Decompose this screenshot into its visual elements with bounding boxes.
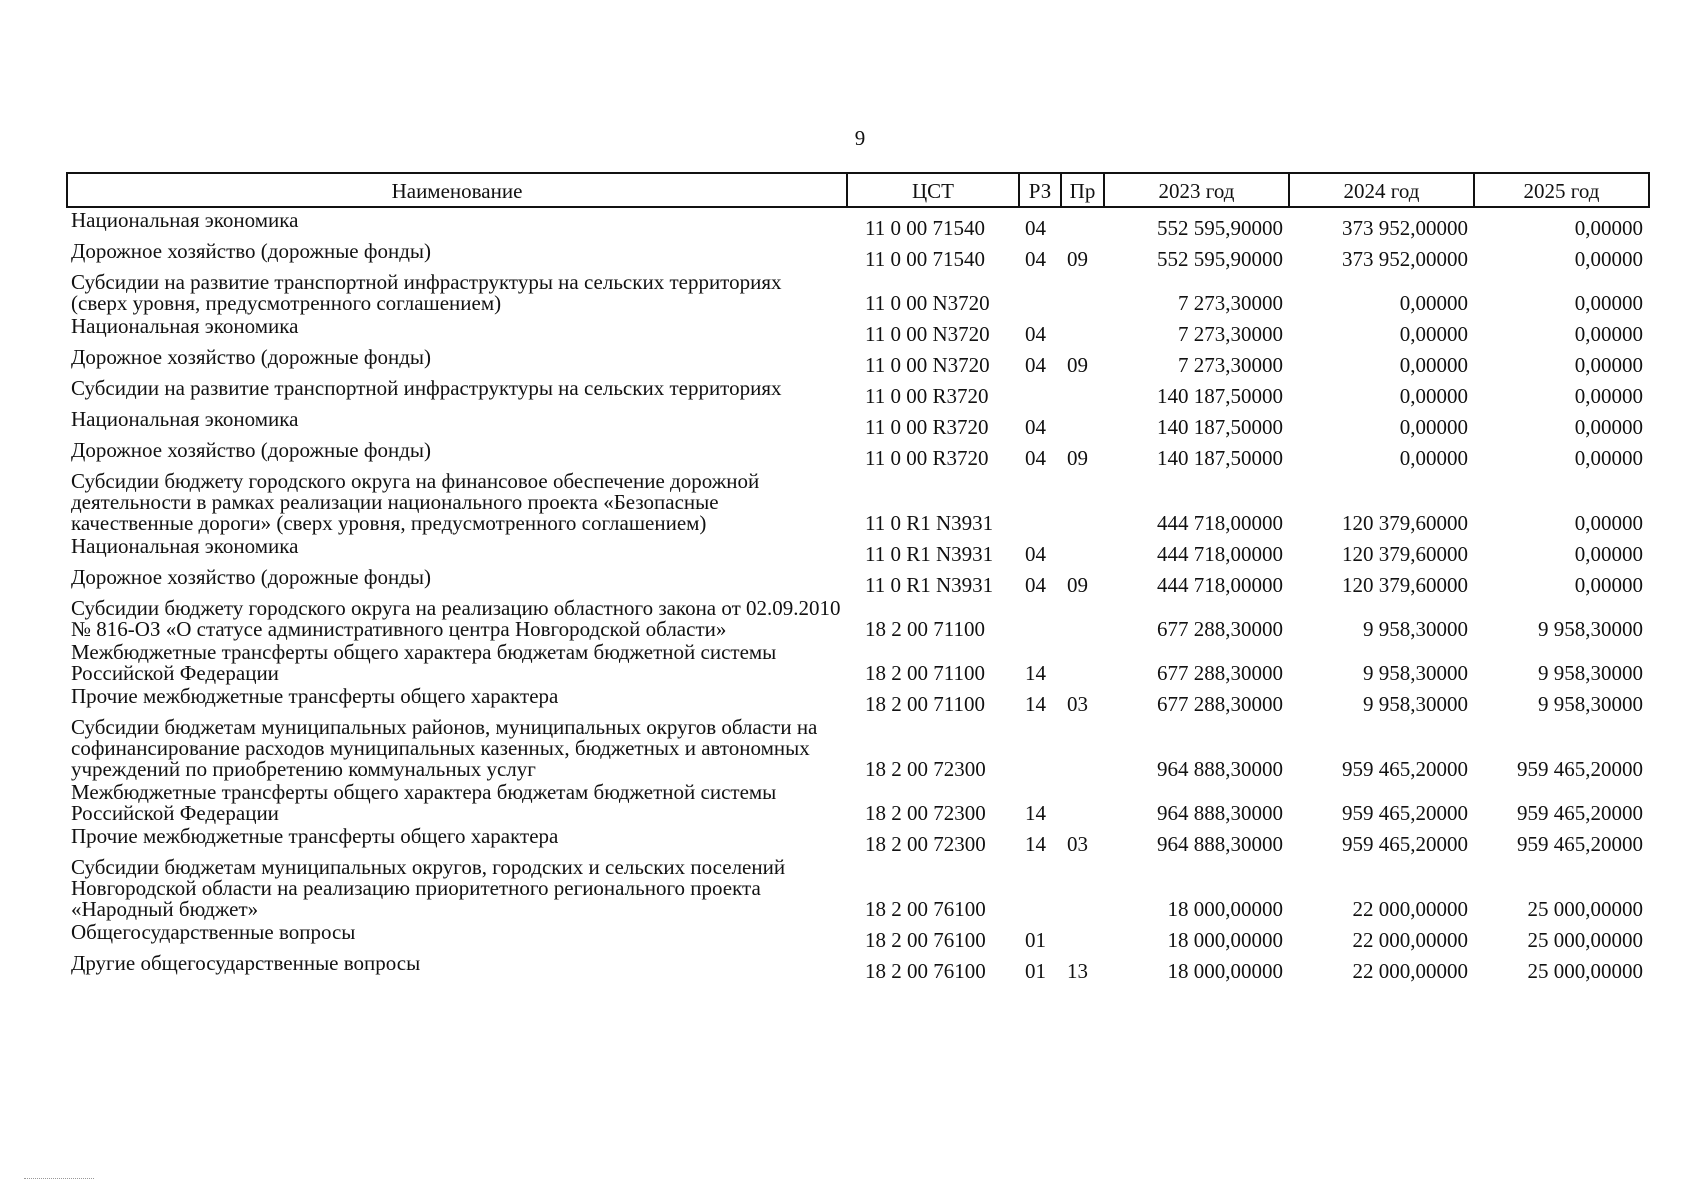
cell-y2025: 9 958,30000 [1538,617,1643,641]
cell-rz: 04 [1025,322,1046,346]
cell-y2025: 0,00000 [1574,446,1643,470]
cell-cst: 18 2 00 72300 [865,832,986,856]
cell-cst: 11 0 00 N3720 [865,291,990,315]
cell-y2024: 120 379,60000 [1342,542,1468,566]
header-2024: 2024 год [1289,173,1474,207]
cell-name: Межбюджетные трансферты общего характера бюджетам бюджетной системы Российской Федерации [71,780,777,825]
cell-y2025: 0,00000 [1574,247,1643,271]
cell-cst: 18 2 00 71100 [865,661,985,685]
cell-cst: 11 0 R1 N3931 [865,511,994,535]
cell-y2024: 22 000,00000 [1352,897,1468,921]
cell-name: Дорожное хозяйство (дорожные фонды) [71,345,432,369]
cell-rz [1019,270,1061,314]
cell-y2024: 959 465,20000 [1342,832,1468,856]
cell-rz: 04 [1025,573,1046,597]
cell-cst: 11 0 00 71540 [865,247,985,271]
cell-cst: 11 0 R1 N3931 [865,573,994,597]
cell-y2024: 0,00000 [1399,291,1468,315]
table-row [67,565,1649,596]
cell-y2024: 373 952,00000 [1342,216,1468,240]
cell-pr [1061,534,1104,565]
cell-y2024: 0,00000 [1399,446,1468,470]
cell-name: Субсидии бюджетам муниципальных округов, городских и сельских поселений Новгородской области на реализацию приоритетного регионального проекта «Народный бюджет» [71,855,786,921]
cell-pr: 09 [1067,446,1088,470]
table-row [67,715,1649,780]
cell-y2024: 120 379,60000 [1342,573,1468,597]
table-row [67,469,1649,534]
cell-y2025: 959 465,20000 [1517,801,1643,825]
cell-rz [1019,376,1061,407]
cell-pr: 13 [1067,959,1088,983]
cell-y2023: 140 187,50000 [1157,415,1283,439]
cell-cst: 18 2 00 72300 [865,757,986,781]
header-pr: Пр [1061,173,1104,207]
cell-name: Субсидии бюджету городского округа на финансовое обеспечение дорожной деятельности в рамках реализации национального проекта «Безопасные качественные дороги» (сверх уровня, предусмотренного соглашением) [71,469,760,535]
cell-y2023: 444 718,00000 [1157,511,1283,535]
page-number: 9 [854,126,866,150]
cell-name: Межбюджетные трансферты общего характера бюджетам бюджетной системы Российской Федерации [71,640,777,685]
table-row [67,407,1649,438]
cell-pr [1061,715,1104,780]
cell-rz: 04 [1025,415,1046,439]
cell-pr: 09 [1067,247,1088,271]
cell-y2025: 0,00000 [1574,291,1643,315]
cell-y2024: 120 379,60000 [1342,511,1468,535]
cell-pr [1061,207,1104,239]
cell-y2025: 0,00000 [1574,542,1643,566]
cell-pr [1061,376,1104,407]
cell-y2025: 0,00000 [1574,353,1643,377]
cell-rz: 01 [1025,928,1046,952]
cell-name: Прочие межбюджетные трансферты общего характера [71,684,559,708]
cell-y2024: 373 952,00000 [1342,247,1468,271]
cell-rz: 14 [1025,692,1046,716]
cell-name: Субсидии бюджету городского округа на реализацию областного закона от 02.09.2010 № 816-ОЗ «О статусе административного центра Новгородской области» [71,596,841,641]
cell-y2023: 18 000,00000 [1167,897,1283,921]
cell-pr [1061,469,1104,534]
cell-y2025: 0,00000 [1574,573,1643,597]
table-row [67,640,1649,684]
cell-y2023: 964 888,30000 [1157,801,1283,825]
cell-pr: 03 [1067,692,1088,716]
cell-rz: 04 [1025,353,1046,377]
cell-name: Национальная экономика [71,208,299,232]
table-body [67,207,1649,982]
cell-rz [1019,596,1061,640]
cell-cst: 18 2 00 71100 [865,692,985,716]
cell-y2024: 9 958,30000 [1363,661,1468,685]
cell-cst: 11 0 00 R3720 [865,415,989,439]
scan-mark [24,1178,94,1180]
table-row [67,780,1649,824]
cell-rz: 14 [1025,801,1046,825]
cell-cst: 18 2 00 72300 [865,801,986,825]
cell-rz: 04 [1025,446,1046,470]
cell-cst: 18 2 00 76100 [865,897,986,921]
cell-y2024: 9 958,30000 [1363,692,1468,716]
cell-y2023: 7 273,30000 [1178,353,1283,377]
cell-name: Национальная экономика [71,407,299,431]
table-row [67,207,1649,239]
cell-rz: 04 [1025,216,1046,240]
table-row [67,314,1649,345]
table-row [67,438,1649,469]
cell-pr [1061,407,1104,438]
cell-name: Общегосударственные вопросы [71,920,356,944]
table-header [67,173,1649,207]
cell-y2023: 140 187,50000 [1157,384,1283,408]
cell-rz [1019,855,1061,920]
cell-y2025: 959 465,20000 [1517,832,1643,856]
header-cst: ЦСТ [847,173,1019,207]
cell-pr [1061,920,1104,951]
cell-y2023: 677 288,30000 [1157,661,1283,685]
cell-y2023: 7 273,30000 [1178,322,1283,346]
cell-pr: 09 [1067,353,1088,377]
cell-y2023: 964 888,30000 [1157,757,1283,781]
cell-y2023: 18 000,00000 [1167,959,1283,983]
cell-y2024: 22 000,00000 [1352,928,1468,952]
table-row [67,920,1649,951]
cell-y2025: 25 000,00000 [1527,928,1643,952]
cell-y2025: 9 958,30000 [1538,692,1643,716]
cell-y2024: 959 465,20000 [1342,757,1468,781]
cell-cst: 18 2 00 76100 [865,928,986,952]
cell-y2023: 552 595,90000 [1157,247,1283,271]
cell-name: Национальная экономика [71,534,299,558]
header-rz: РЗ [1019,173,1061,207]
cell-y2023: 7 273,30000 [1178,291,1283,315]
cell-y2025: 0,00000 [1574,415,1643,439]
cell-cst: 11 0 00 R3720 [865,384,989,408]
cell-pr: 03 [1067,832,1088,856]
cell-rz: 04 [1025,542,1046,566]
table-row [67,855,1649,920]
cell-name: Дорожное хозяйство (дорожные фонды) [71,565,432,589]
cell-y2023: 552 595,90000 [1157,216,1283,240]
cell-cst: 11 0 R1 N3931 [865,542,994,566]
header-2025: 2025 год [1474,173,1649,207]
cell-y2023: 677 288,30000 [1157,692,1283,716]
cell-pr [1061,780,1104,824]
table-row [67,239,1649,270]
table-row [67,684,1649,715]
header-name: Наименование [67,173,847,207]
cell-rz: 01 [1025,959,1046,983]
cell-name: Прочие межбюджетные трансферты общего характера [71,824,559,848]
cell-pr: 09 [1067,573,1088,597]
cell-pr [1061,596,1104,640]
cell-y2025: 0,00000 [1574,216,1643,240]
cell-y2023: 140 187,50000 [1157,446,1283,470]
cell-y2025: 959 465,20000 [1517,757,1643,781]
cell-name: Национальная экономика [71,314,299,338]
cell-cst: 11 0 00 R3720 [865,446,989,470]
cell-rz [1019,715,1061,780]
table-row [67,824,1649,855]
header-2023: 2023 год [1104,173,1289,207]
cell-y2024: 0,00000 [1399,415,1468,439]
cell-cst: 11 0 00 71540 [865,216,985,240]
cell-name: Субсидии на развитие транспортной инфраструктуры на сельских территориях [71,376,782,400]
cell-y2024: 959 465,20000 [1342,801,1468,825]
cell-name: Дорожное хозяйство (дорожные фонды) [71,239,432,263]
cell-y2025: 9 958,30000 [1538,661,1643,685]
cell-cst: 11 0 00 N3720 [865,353,990,377]
cell-cst: 18 2 00 76100 [865,959,986,983]
cell-rz: 14 [1025,661,1046,685]
table-row [67,270,1649,314]
cell-cst: 18 2 00 71100 [865,617,985,641]
cell-y2024: 0,00000 [1399,384,1468,408]
cell-rz [1019,469,1061,534]
cell-y2025: 0,00000 [1574,322,1643,346]
cell-y2023: 18 000,00000 [1167,928,1283,952]
cell-rz: 04 [1025,247,1046,271]
cell-name: Субсидии бюджетам муниципальных районов, муниципальных округов области на софинансирование расходов муниципальных казенных, бюджетных и автономных учреждений по приобретению коммунальных услуг [71,715,818,781]
cell-name: Субсидии на развитие транспортной инфраструктуры на сельских территориях (сверх уровня, предусмотренного соглашением) [71,270,782,315]
cell-y2025: 25 000,00000 [1527,959,1643,983]
cell-y2025: 0,00000 [1574,384,1643,408]
header-row [67,173,1649,207]
table-row [67,951,1649,982]
cell-pr [1061,855,1104,920]
cell-y2025: 0,00000 [1574,511,1643,535]
cell-pr [1061,270,1104,314]
cell-y2023: 964 888,30000 [1157,832,1283,856]
cell-name: Другие общегосударственные вопросы [71,951,421,975]
cell-y2024: 0,00000 [1399,322,1468,346]
cell-y2023: 677 288,30000 [1157,617,1283,641]
cell-y2025: 25 000,00000 [1527,897,1643,921]
table-row [67,376,1649,407]
cell-y2023: 444 718,00000 [1157,573,1283,597]
cell-pr [1061,314,1104,345]
table-row [67,596,1649,640]
cell-y2024: 22 000,00000 [1352,959,1468,983]
cell-cst: 11 0 00 N3720 [865,322,990,346]
cell-rz: 14 [1025,832,1046,856]
table-row [67,345,1649,376]
cell-name: Дорожное хозяйство (дорожные фонды) [71,438,432,462]
cell-pr [1061,640,1104,684]
cell-y2024: 0,00000 [1399,353,1468,377]
cell-y2023: 444 718,00000 [1157,542,1283,566]
table-row [67,534,1649,565]
budget-table [66,172,1650,982]
cell-y2024: 9 958,30000 [1363,617,1468,641]
